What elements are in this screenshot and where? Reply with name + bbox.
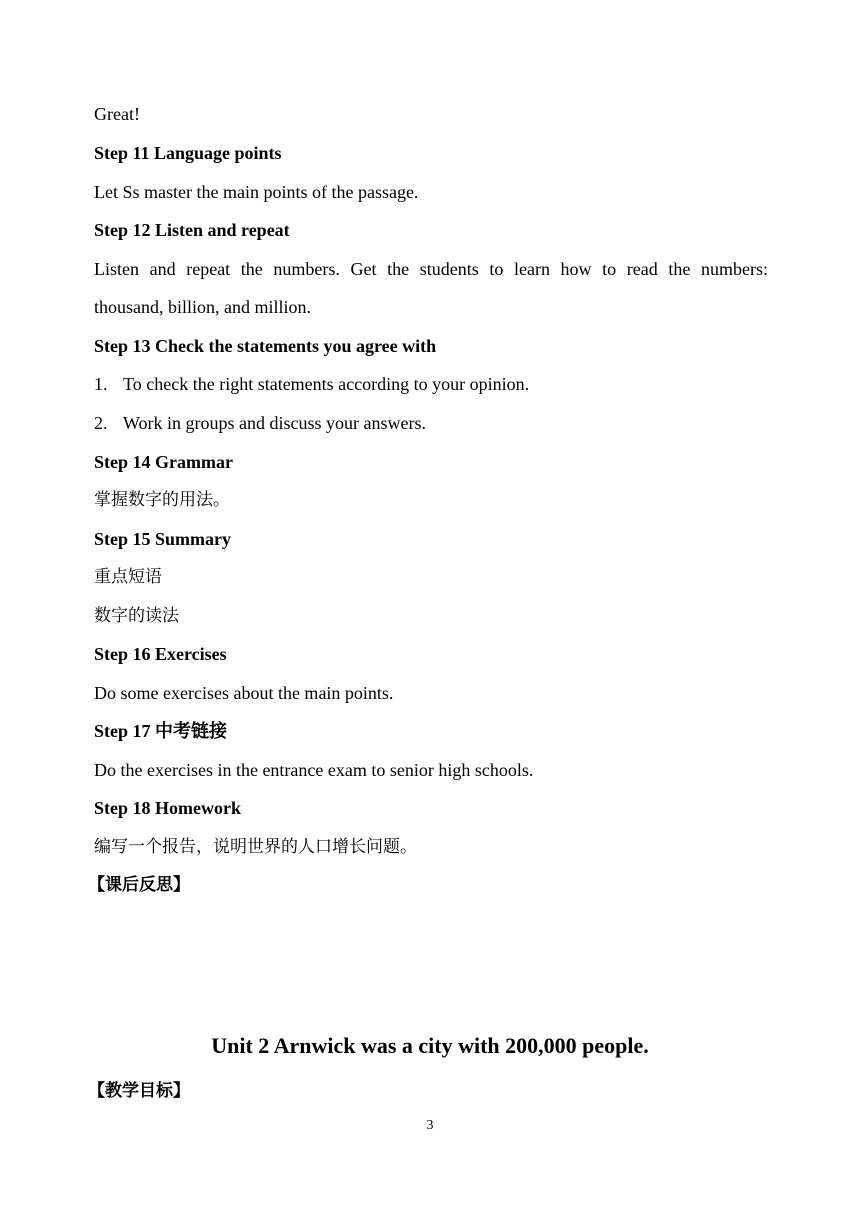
list-item-text: Work in groups and discuss your answers.	[123, 413, 427, 433]
step-16-title: Step 16 Exercises	[94, 644, 227, 664]
step-17-title: Step 17 中考链接	[94, 721, 228, 741]
step-17-body: Do the exercises in the entrance exam to senior high schools.	[94, 760, 534, 780]
list-number: 2.	[94, 413, 108, 433]
unit-heading: Unit 2 Arnwick was a city with 200,000 people.	[211, 1033, 649, 1058]
step-18-title: Step 18 Homework	[94, 798, 241, 818]
step-18-body: 编写一个报告，说明世界的人口增长问题。	[94, 837, 417, 857]
list-number: 1.	[94, 374, 108, 394]
page-number: 3	[426, 1118, 434, 1133]
step-14-title: Step 14 Grammar	[94, 452, 233, 472]
step-16-body: Do some exercises about the main points.	[94, 683, 394, 703]
step-13-title: Step 13 Check the statements you agree with	[94, 336, 437, 356]
step-14-body: 掌握数字的用法。	[94, 490, 230, 510]
step-12-body-line-1: Listen and repeat the numbers. Get the students to learn how to read the numbers:	[94, 259, 768, 279]
step-15-body-line-2: 数字的读法	[94, 606, 179, 626]
step-12-title: Step 12 Listen and repeat	[94, 220, 290, 240]
step-15-body-line-1: 重点短语	[94, 567, 162, 587]
step-11-title: Step 11 Language points	[94, 143, 282, 163]
reflection-heading: 【课后反思】	[88, 875, 190, 895]
objectives-heading: 【教学目标】	[88, 1081, 190, 1101]
step-13-item-1	[94, 373, 768, 395]
text-great: Great!	[94, 104, 140, 124]
step-11-body: Let Ss master the main points of the passage.	[94, 182, 419, 202]
list-item-text: To check the right statements according to your opinion.	[123, 374, 530, 394]
step-15-title: Step 15 Summary	[94, 529, 232, 549]
step-13-item-2	[94, 412, 768, 434]
step-12-body-line-2: thousand, billion, and million.	[94, 297, 311, 317]
